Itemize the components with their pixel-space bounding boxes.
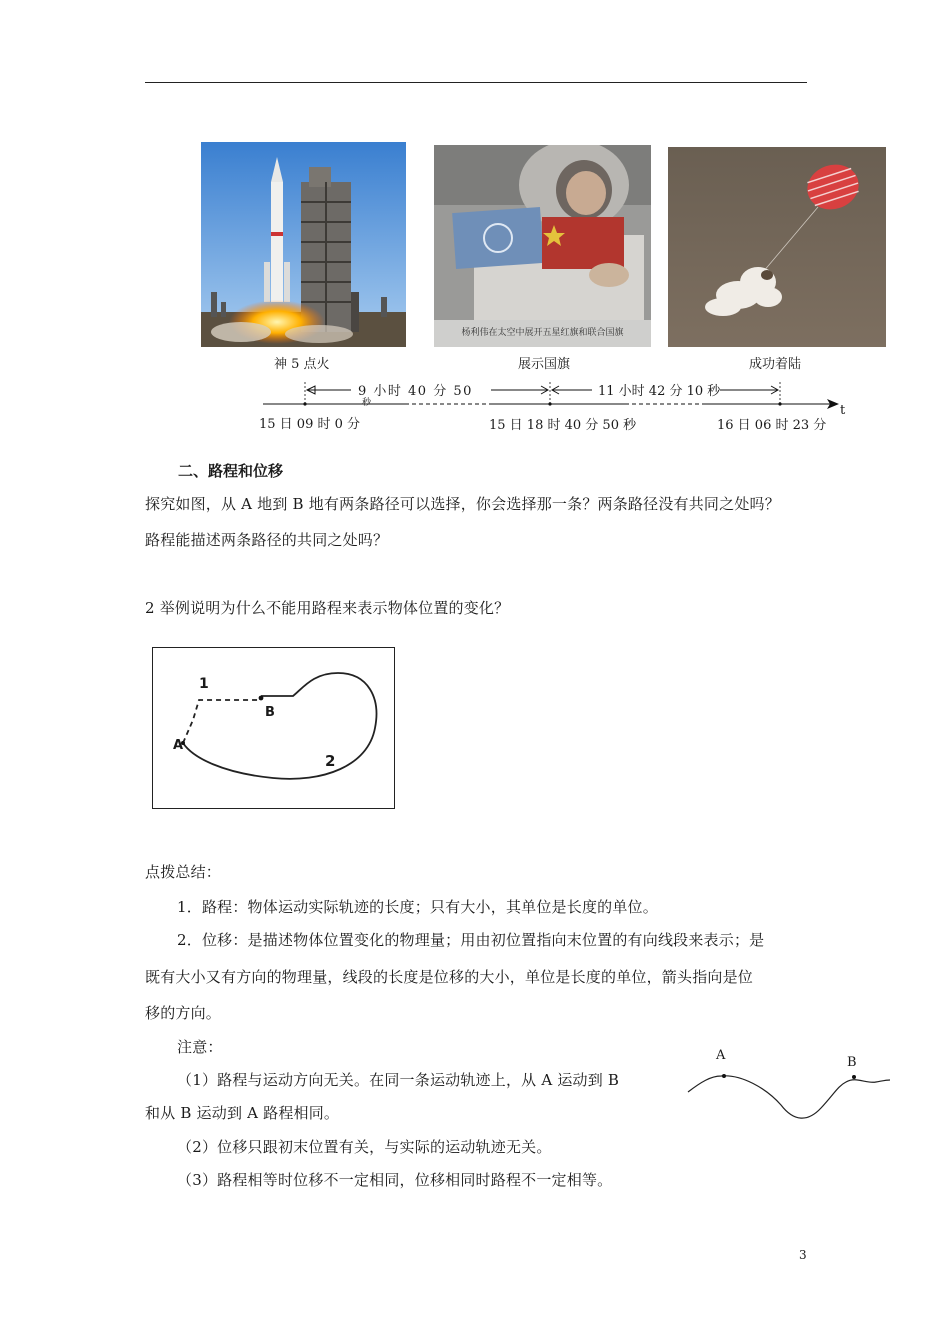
timestamp-flag: 15 日 18 时 40 分 50 秒 (489, 418, 637, 433)
track-point-a-label: A (716, 1048, 726, 1063)
note-2: （2）位移只跟初末位置有关，与实际的运动轨迹无关。 (177, 1138, 552, 1156)
photo-inset-caption: 杨利伟在太空中展开五星红旗和联合国旗 (461, 328, 624, 338)
photo-caption-launch: 神 5 点火 (274, 357, 330, 372)
summary-title: 点拨总结： (145, 863, 222, 881)
note-3: （3）路程相等时位移不一定相同，位移相同时路程不一定相等。 (177, 1171, 613, 1189)
timestamp-landing: 16 日 06 时 23 分 (717, 418, 827, 433)
track-point-b-label: B (847, 1055, 857, 1070)
timestamp-launch: 15 日 09 时 0 分 (259, 417, 361, 432)
path-comparison-diagram (152, 647, 395, 809)
photo-caption-flag: 展示国旗 (518, 357, 571, 372)
section-heading: 二、路程和位移 (178, 462, 284, 480)
page-number: 3 (799, 1248, 807, 1262)
path-1-label: 1 (199, 676, 209, 692)
point-b-label: B (265, 705, 275, 720)
landing-photo (668, 147, 886, 347)
header-rule (145, 82, 807, 83)
path-2-label: 2 (325, 752, 336, 770)
duration-2-label: 11 小时 42 分 10 秒 (598, 384, 721, 399)
timeline-axis (255, 378, 855, 418)
duration-1-label: 9 小时 40 分 50 (358, 384, 473, 399)
summary-item-2-line-2: 既有大小又有方向的物理量，线段的长度是位移的大小，单位是长度的单位，箭头指向是位 (145, 968, 754, 986)
duration-1-label-cont: 秒 (362, 398, 372, 408)
note-1-line-1: （1）路程与运动方向无关。在同一条运动轨迹上，从 A 运动到 B (177, 1071, 620, 1089)
question-2: 2 举例说明为什么不能用路程来表示物体位置的变化？ (145, 599, 510, 617)
wavy-track-diagram (686, 1060, 896, 1130)
note-title: 注意： (177, 1038, 223, 1056)
point-a-label: A (173, 738, 184, 753)
photo-caption-landing: 成功着陆 (749, 357, 802, 372)
question-1-line-1: 探究如图，从 A 地到 B 地有两条路径可以选择，你会选择那一条？两条路径没有共同之处吗？ (145, 495, 780, 513)
astronaut-flag-photo (434, 145, 651, 347)
summary-item-2-line-1: 2．位移：是描述物体位置变化的物理量；用由初位置指向末位置的有向线段来表示；是 (177, 931, 765, 949)
question-1-line-2: 路程能描述两条路径的共同之处吗？ (145, 531, 389, 549)
summary-item-1: 1．路程：物体运动实际轨迹的长度；只有大小，其单位是长度的单位。 (177, 898, 658, 916)
note-1-line-2: 和从 B 运动到 A 路程相同。 (145, 1104, 340, 1122)
rocket-launch-photo (201, 142, 406, 347)
summary-item-2-line-3: 移的方向。 (145, 1004, 222, 1022)
time-axis-label: t (840, 403, 846, 418)
